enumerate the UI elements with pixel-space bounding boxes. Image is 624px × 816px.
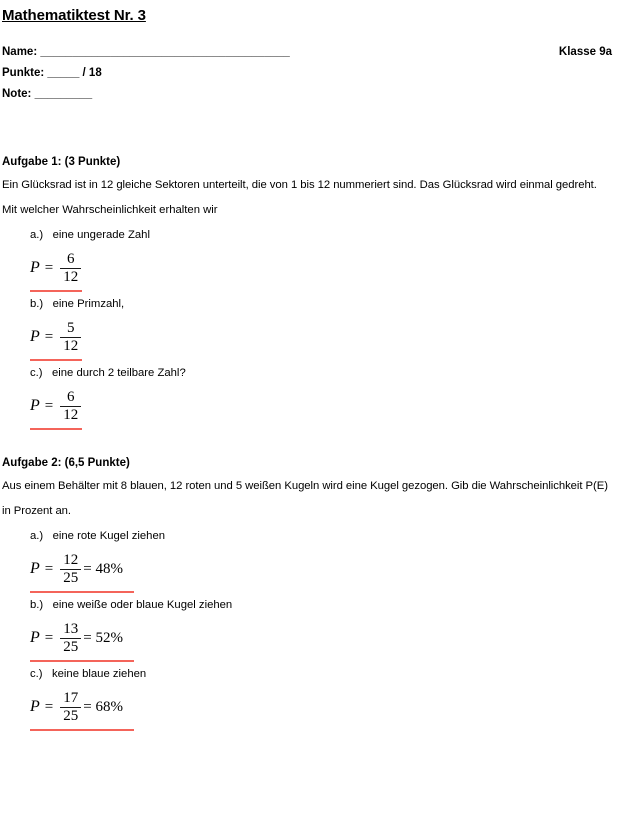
fraction-numerator: 5 bbox=[67, 319, 75, 336]
fraction-denominator: 25 bbox=[63, 707, 79, 724]
exercise-1-heading: Aufgabe 1: (3 Punkte) bbox=[2, 156, 121, 168]
correction-underline bbox=[30, 660, 134, 662]
formula-variable: P bbox=[30, 698, 40, 715]
formula bbox=[30, 549, 123, 589]
formula-equals: = bbox=[44, 560, 54, 577]
class-label: Klasse 9a bbox=[558, 46, 612, 58]
exercise-2-item-c-label: c.) keine blaue ziehen bbox=[30, 668, 147, 680]
exercise-1-answer-c bbox=[2, 386, 614, 430]
fraction-numerator: 6 bbox=[67, 250, 75, 267]
fraction-denominator: 12 bbox=[63, 406, 79, 423]
correction-underline bbox=[30, 591, 134, 593]
formula bbox=[30, 618, 123, 658]
formula-equals: = bbox=[44, 259, 54, 276]
fraction-numerator: 12 bbox=[63, 551, 79, 568]
correction-underline bbox=[30, 729, 134, 731]
exercise-1-item-c-label: c.) eine durch 2 teilbare Zahl? bbox=[30, 367, 186, 379]
correction-underline bbox=[30, 428, 82, 430]
formula-variable: P bbox=[30, 629, 40, 646]
fraction bbox=[60, 553, 81, 586]
fraction-denominator: 12 bbox=[63, 268, 79, 285]
formula bbox=[30, 248, 83, 288]
formula-result: = 52% bbox=[83, 629, 123, 646]
formula-equals: = bbox=[44, 698, 54, 715]
page-title: Mathematiktest Nr. 3 bbox=[2, 7, 146, 24]
exercise-2-answer-a bbox=[2, 549, 614, 593]
exercise-2-answer-c bbox=[2, 687, 614, 731]
exercise-1-item-a-label: a.) eine ungerade Zahl bbox=[30, 229, 150, 241]
formula-variable: P bbox=[30, 259, 40, 276]
correction-underline bbox=[30, 359, 82, 361]
formula bbox=[30, 687, 123, 727]
fraction-denominator: 25 bbox=[63, 638, 79, 655]
fraction bbox=[60, 691, 81, 724]
name-row bbox=[2, 42, 614, 63]
fraction bbox=[60, 622, 81, 655]
points-row bbox=[2, 63, 614, 84]
exercise-1-body: Ein Glücksrad ist in 12 gleiche Sektoren unterteilt, die von 1 bis 12 nummeriert sind. Das Glücksrad wird einmal gedreht. bbox=[2, 179, 597, 191]
exercise-2-item-a-label: a.) eine rote Kugel ziehen bbox=[30, 530, 166, 542]
fraction bbox=[60, 390, 81, 423]
grade-row bbox=[2, 84, 614, 105]
exercise-2-section bbox=[2, 452, 614, 731]
header-spacer bbox=[2, 105, 614, 151]
fraction-numerator: 13 bbox=[63, 620, 79, 637]
exercise-1-item-b-label: b.) eine Primzahl, bbox=[30, 298, 125, 310]
fraction-denominator: 25 bbox=[63, 569, 79, 586]
exercise-2-answer-b bbox=[2, 618, 614, 662]
fraction-denominator: 12 bbox=[63, 337, 79, 354]
formula bbox=[30, 386, 83, 426]
points-field-label[interactable]: Punkte: _____ / 18 bbox=[2, 67, 102, 79]
fraction-numerator: 17 bbox=[63, 689, 79, 706]
correction-underline bbox=[30, 290, 82, 292]
exercise-1-prompt: Mit welcher Wahrscheinlichkeit erhalten wir bbox=[2, 204, 218, 216]
exercise-1-section bbox=[2, 151, 614, 430]
formula-equals: = bbox=[44, 629, 54, 646]
fraction bbox=[60, 321, 81, 354]
formula bbox=[30, 317, 83, 357]
fraction bbox=[60, 252, 81, 285]
exercise-2-body: Aus einem Behälter mit 8 blauen, 12 roten und 5 weißen Kugeln wird eine Kugel gezogen. Gib die Wahrscheinlichkeit P(E) in Prozent an. bbox=[2, 480, 608, 517]
formula-variable: P bbox=[30, 328, 40, 345]
section-spacer bbox=[2, 430, 614, 452]
formula-equals: = bbox=[44, 397, 54, 414]
fraction-numerator: 6 bbox=[67, 388, 75, 405]
exercise-1-answer-b bbox=[2, 317, 614, 361]
exercise-2-item-b-label: b.) eine weiße oder blaue Kugel ziehen bbox=[30, 599, 233, 611]
student-info-block bbox=[2, 42, 614, 105]
formula-variable: P bbox=[30, 560, 40, 577]
exercise-1-answer-a bbox=[2, 248, 614, 292]
formula-variable: P bbox=[30, 397, 40, 414]
exercise-2-heading: Aufgabe 2: (6,5 Punkte) bbox=[2, 457, 130, 469]
name-field-label[interactable]: Name: _______________________________________ bbox=[2, 46, 290, 58]
formula-result: = 68% bbox=[83, 698, 123, 715]
grade-field-label[interactable]: Note: _________ bbox=[2, 88, 93, 100]
formula-equals: = bbox=[44, 328, 54, 345]
formula-result: = 48% bbox=[83, 560, 123, 577]
